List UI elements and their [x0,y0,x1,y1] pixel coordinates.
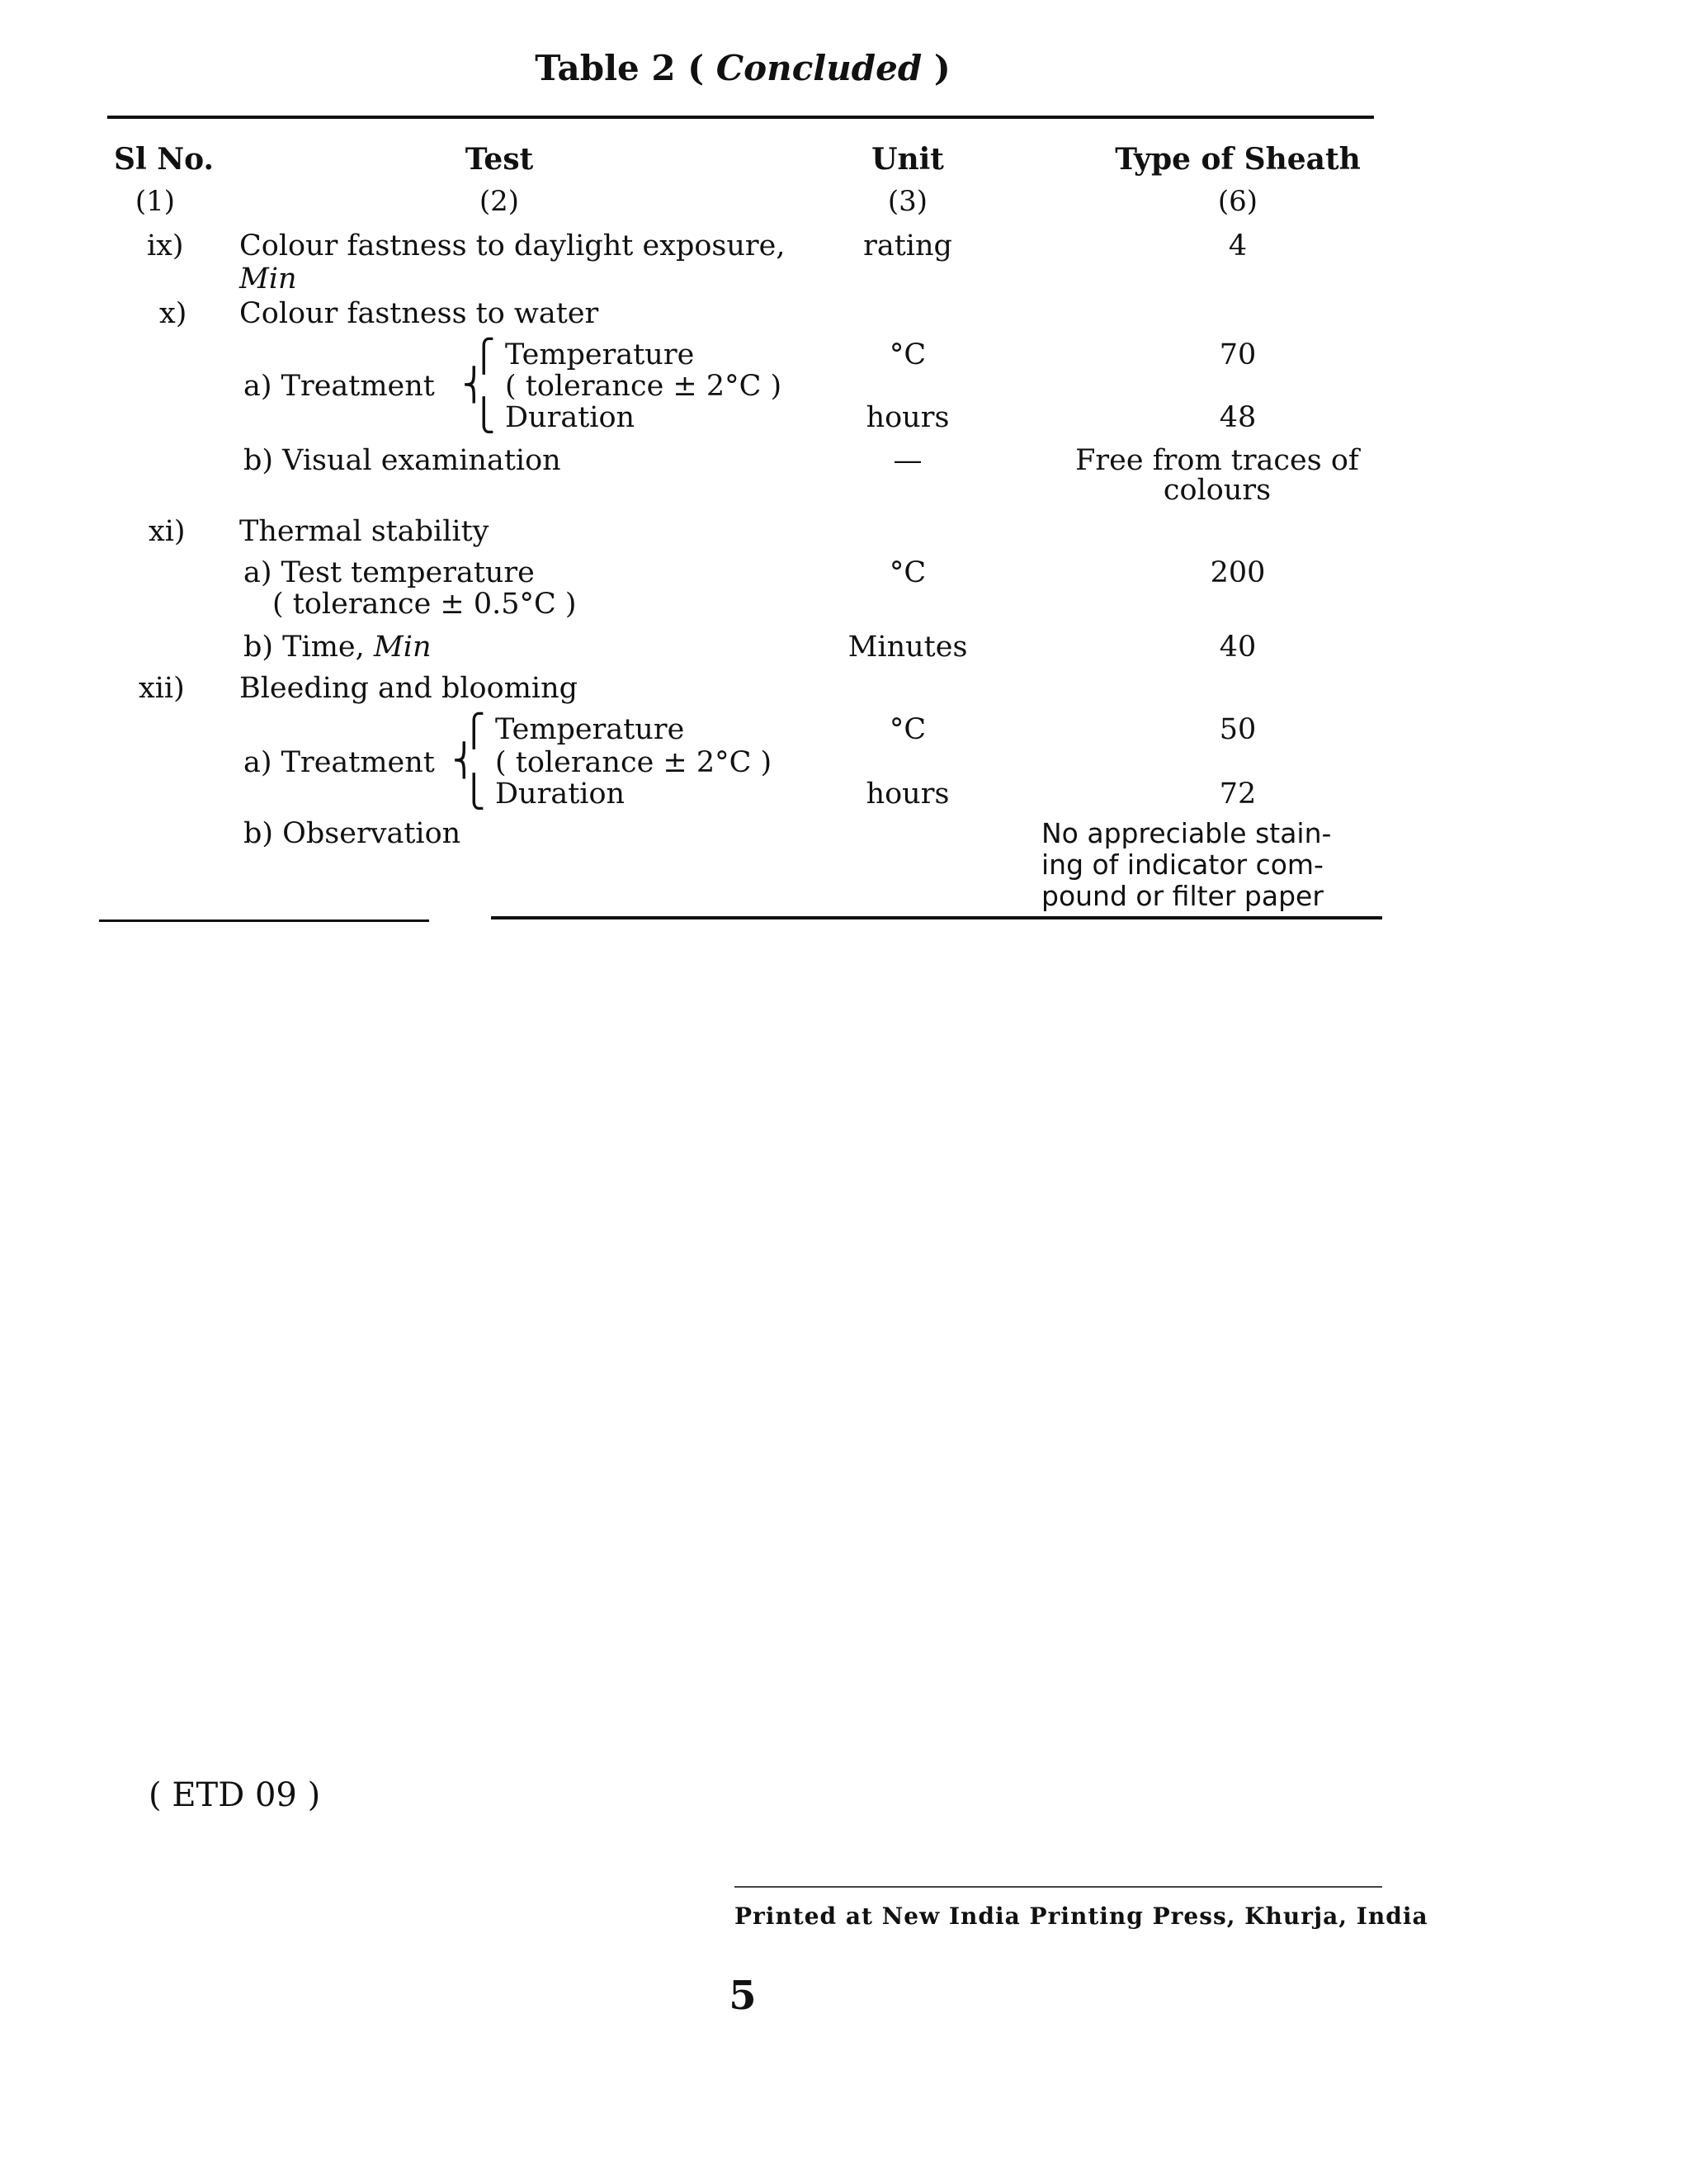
row-xii-test: Bleeding and blooming [239,672,578,705]
row-x-test: Colour fastness to water [239,297,599,330]
row-xi-a-tolerance: ( tolerance ± 0.5°C ) [272,588,577,621]
row-xii-a-label: a) Treatment [243,746,435,779]
row-xii-a-temp-value: 50 [1219,713,1257,746]
row-x-a-duration: Duration [505,401,635,434]
brace-top-icon: ⎧ [472,338,496,374]
row-x-a-temp-unit: °C [889,338,927,371]
brace-bottom-icon: ⎩ [462,773,486,810]
row-x-a-temp-value: 70 [1219,338,1257,371]
row-xi-b-label-min: Min [373,631,432,664]
row-xi-a-unit: °C [889,556,927,589]
row-xii-sl: xii) [139,672,185,705]
row-x-a-temperature: Temperature [505,338,695,371]
brace-mid-icon: ⎨ [462,366,486,403]
table-title-main: Table 2 [535,48,676,88]
table-title: Table 2 ( Concluded ) [535,48,951,88]
row-xii-a-temperature: Temperature [495,713,685,746]
row-xi-a-value: 200 [1210,556,1266,589]
row-xi-b-label [243,631,431,664]
row-xii-a-dur-unit: hours [866,778,950,811]
header-test-number: (2) [479,185,520,218]
imprint-rule [734,1886,1382,1888]
row-xii-a-tolerance: ( tolerance ± 2°C ) [495,746,772,779]
row-x-a-label: a) Treatment [243,370,435,403]
row-x-a-tolerance: ( tolerance ± 2°C ) [505,370,782,403]
row-x-a-dur-unit: hours [866,401,950,434]
bottom-rule-left [99,919,429,922]
printer-imprint: Printed at New India Printing Press, Khurja, India [734,1903,1428,1930]
top-rule [107,116,1374,119]
row-x-b-label: b) Visual examination [243,444,561,477]
header-type: Type of Sheath [1115,142,1361,177]
page-number: 5 [729,1973,757,2019]
row-x-a-dur-value: 48 [1219,401,1257,434]
bottom-rule-right [491,916,1382,919]
row-xii-b-value-line1: No appreciable stain- [1041,817,1332,849]
row-xi-b-value: 40 [1219,631,1257,664]
row-xii-b-value-line3: pound or filter paper [1041,880,1324,912]
brace-mid-icon: ⎨ [452,742,476,778]
row-xi-b-unit: Minutes [847,631,968,664]
row-xi-a-label: a) Test temperature [243,556,535,589]
row-xii-a-dur-value: 72 [1219,778,1257,811]
header-sl: Sl No. [114,142,215,177]
row-x-b-value-line1: Free from traces of [1075,444,1359,477]
row-ix-value: 4 [1228,229,1248,262]
row-ix-test: Colour fastness to daylight exposure, [239,229,786,262]
row-ix-test-min: Min [239,262,297,295]
row-xi-test: Thermal stability [239,515,489,548]
header-unit: Unit [871,142,944,177]
brace-top-icon: ⎧ [462,712,486,749]
table-title-note: Concluded [715,48,923,88]
row-xi-sl: xi) [149,515,186,548]
header-type-number: (6) [1217,185,1258,218]
row-x-b-value-line2: colours [1163,474,1272,507]
header-test: Test [465,142,534,177]
row-xii-b-value-line2: ing of indicator com- [1041,849,1324,881]
row-x-b-unit: — [893,444,923,477]
row-xi-b-label-text: b) Time, [243,631,365,664]
row-xii-b-label: b) Observation [243,817,461,850]
row-xii-a-temp-unit: °C [889,713,927,746]
row-x-sl: x) [159,297,187,330]
header-unit-number: (3) [887,185,928,218]
brace-bottom-icon: ⎩ [472,397,496,433]
row-ix-unit: rating [863,229,952,262]
row-ix-sl: ix) [147,229,184,262]
row-xii-a-duration: Duration [495,778,625,811]
committee-reference: ( ETD 09 ) [149,1776,321,1814]
header-sl-number: (1) [135,185,176,218]
